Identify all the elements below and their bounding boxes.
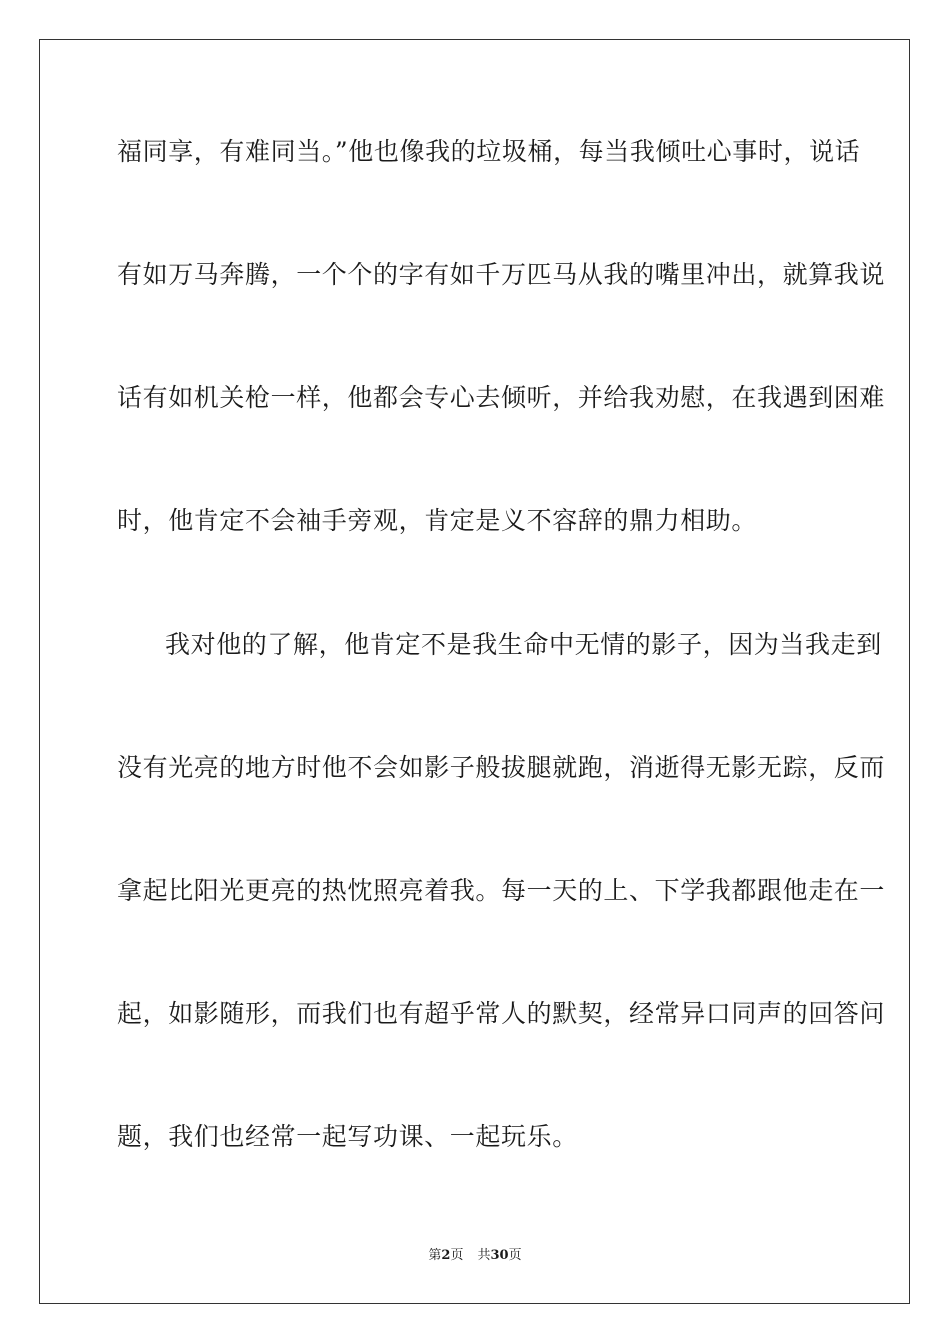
page-border xyxy=(39,39,910,1304)
text-line-7: 拿起比阳光更亮的热忱照亮着我。每一天的上、下学我都跟他走在一 xyxy=(117,876,886,905)
text-line-8: 起，如影随形，而我们也有超乎常人的默契，经常异口同声的回答问 xyxy=(117,999,886,1028)
text-line-4: 时，他肯定不会袖手旁观，肯定是义不容辞的鼎力相助。 xyxy=(117,506,758,535)
text-line-9: 题，我们也经常一起写功课、一起玩乐。 xyxy=(117,1122,578,1151)
total-pages: 30 xyxy=(490,1248,509,1263)
total-prefix: 共 xyxy=(477,1248,491,1263)
text-line-5: 我对他的了解，他肯定不是我生命中无情的影子，因为当我走到 xyxy=(165,630,882,659)
page-footer xyxy=(0,1248,950,1264)
page-number: 2 xyxy=(441,1248,451,1263)
page-prefix: 第 xyxy=(428,1248,442,1263)
text-line-2: 有如万马奔腾，一个个的字有如千万匹马从我的嘴里冲出，就算我说 xyxy=(117,260,886,289)
text-line-3: 话有如机关枪一样，他都会专心去倾听，并给我劝慰，在我遇到困难 xyxy=(117,383,886,412)
total-suffix: 页 xyxy=(508,1248,522,1263)
text-line-6: 没有光亮的地方时他不会如影子般拔腿就跑，消逝得无影无踪，反而 xyxy=(117,753,886,782)
page-suffix: 页 xyxy=(450,1248,464,1263)
text-line-1: 福同享，有难同当。”他也像我的垃圾桶，每当我倾吐心事时，说话 xyxy=(117,137,861,166)
